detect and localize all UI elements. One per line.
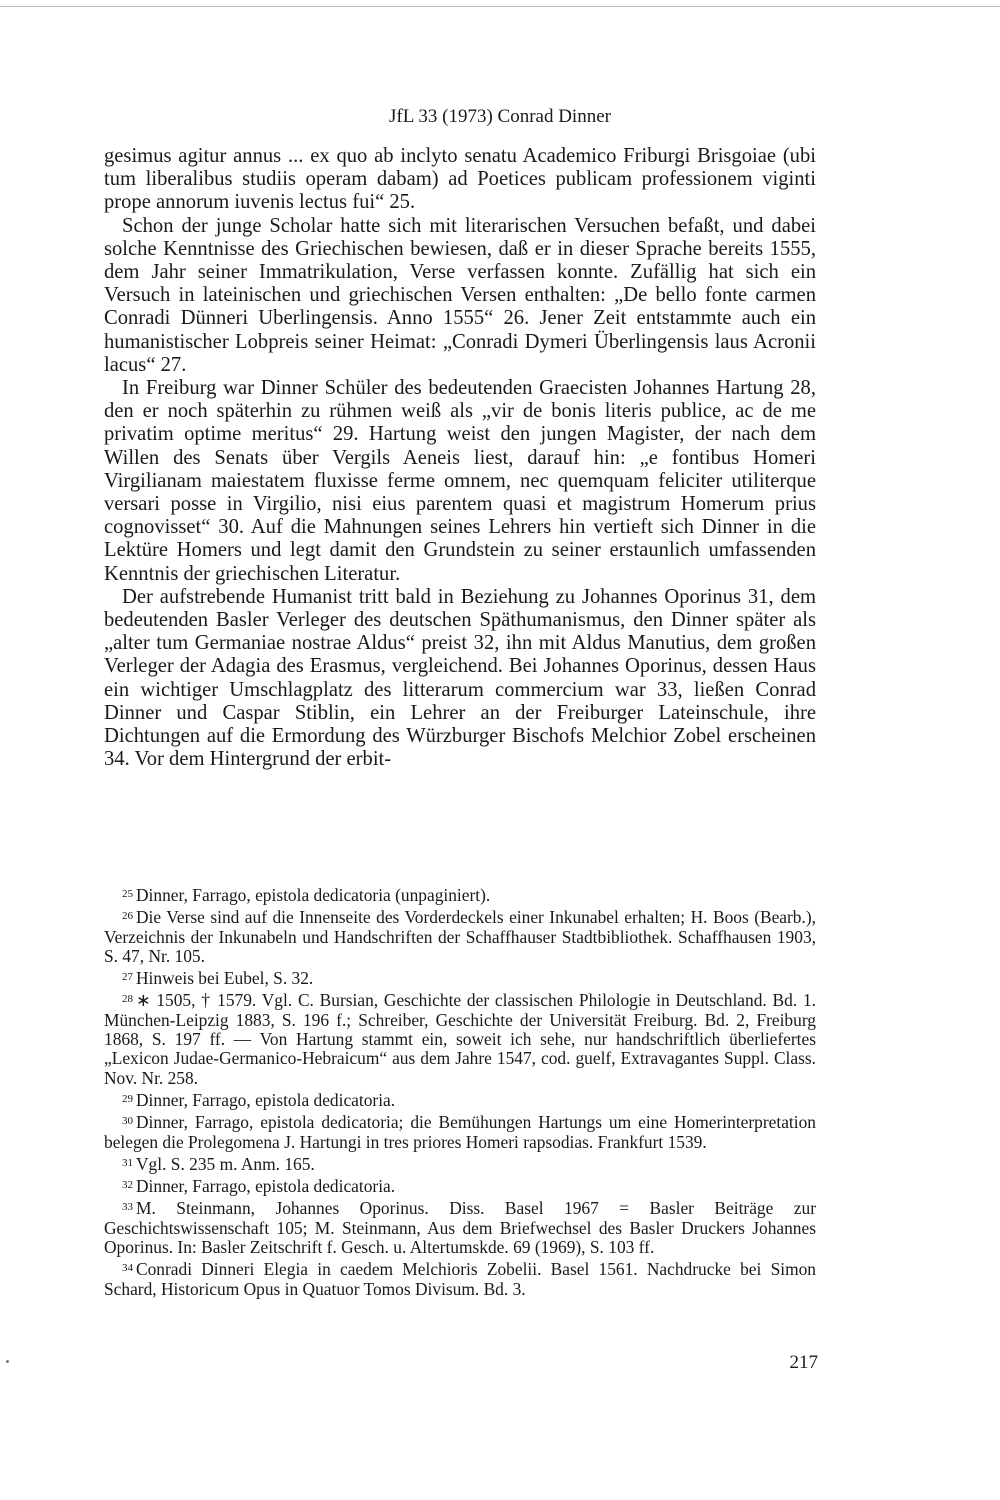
- footnote-text: Dinner, Farrago, epistola dedicatoria (unpaginiert).: [136, 885, 491, 905]
- footnote-number: 29: [122, 1092, 133, 1105]
- footnote-text: Dinner, Farrago, epistola dedicatoria.: [136, 1089, 396, 1110]
- footnote: [104, 907, 816, 966]
- footnote-text: Vgl. S. 235 m. Anm. 165.: [136, 1153, 315, 1174]
- footnote: [104, 1112, 816, 1152]
- footnote-text: Hinweis bei Eubel, S. 32.: [136, 968, 314, 989]
- paragraph-oporinus: Der aufstrebende Humanist tritt bald in Beziehung zu Johannes Oporinus 31, dem bedeutenden Basler Verleger des deutschen Späthumanismus, den Dinner später als „alter tum Germaniae nostrae Aldus“ preist 32, ihn mit Aldus Manutius, dem großen Verleger der Adagia des Erasmus, vergleichend. Bei Johannes Oporinus, dessen Haus ein wichtiger Umschlagplatz des litterarum commercium war 33, ließen Conrad Dinner und Caspar Stiblin, ein Lehrer an der Freiburger Lateinschule, ihre Dichtungen auf die Ermordung des Würzburger Bischofs Melchior Zobel erscheinen 34. Vor dem Hintergrund der erbit-: [104, 585, 816, 771]
- footnote: [104, 885, 816, 905]
- footnote-text: Dinner, Farrago, epistola dedicatoria; die Bemühungen Hartungs um eine Homerinterpretation belegen die Prolegomena J. Hartungi in tres priores Homeri rapsodias. Frankfurt 1539.: [104, 1112, 816, 1152]
- footnote-number: 27: [122, 971, 133, 984]
- footnotes: [104, 885, 816, 1301]
- footnote-text: M. Steinmann, Johannes Oporinus. Diss. Basel 1967 = Basler Beiträge zur Geschichtswissenschaft 105; M. Steinmann, Aus dem Briefwechsel des Basler Druckers Johannes Oporinus. In: Basler Zeitschrift f. Gesch. u. Altertumskde. 69 (1969), S. 103 ff.: [104, 1198, 816, 1258]
- paragraph-scholar: Schon der junge Scholar hatte sich mit literarischen Versuchen befaßt, und dabei solche Kenntnisse des Griechischen bewiesen, daß er in dieser Sprache bereits 1555, dem Jahr seiner Immatrikulation, Verse verfassen konnte. Zufällig hat sich ein Versuch in lateinischen und griechischen Versen enthalten: „De bello fonte carmen Conradi Dünneri Uberlingensis. Anno 1555“ 26. Jener Zeit entstammte auch ein humanistischer Lobpreis seiner Heimat: „Conradi Dymeri Überlingensis laus Acronii lacus“ 27.: [104, 214, 816, 376]
- footnote: [104, 1090, 816, 1110]
- footnote-number: 30: [122, 1115, 133, 1128]
- footnote-number: 25: [122, 888, 133, 900]
- top-edge-rule: [0, 6, 1000, 7]
- footnote-number: 32: [122, 1179, 133, 1192]
- footnote-number: 33: [122, 1201, 133, 1214]
- paragraph-freiburg: In Freiburg war Dinner Schüler des bedeutenden Graecisten Johannes Hartung 28, den er noch späterhin zu rühmen weiß als „vir de bonis literis publice, ac de me privatim optime meritus“ 29. Hartung weist den jungen Magister, der nach dem Willen des Senats über Vergils Aeneis liest, darauf hin: „e fontibus Homeri Virgilianam maiestatem fluxisse ferme omnem, nec quemquam feliciter utiliterque versari posse in Virgilio, nisi eius parentem quasi et magistrum Homerum prius cognovisset“ 30. Auf die Mahnungen seines Lehrers hin vertieft sich Dinner in die Lektüre Homers und legt damit den Grundstein zu seiner erstaunlich umfassenden Kenntnis der griechischen Literatur.: [104, 377, 816, 585]
- footnote-number: 34: [122, 1262, 133, 1275]
- footnote-text: ∗ 1505, † 1579. Vgl. C. Bursian, Geschichte der classischen Philologie in Deutschland. Bd. 1. München-Leipzig 1883, S. 196 f.; Schreiber, Geschichte der Universität Freiburg. Bd. 2, Freiburg 1868, S. 197 ff. — Von Hartung stammt ein, soweit ich sehe, nur handschriftlich überliefertes „Lexicon Judae-Germanico-Hebraicum“ aus dem Jahre 1547, cod. guelf, Extravagantes Suppl. Class. Nov. Nr. 258.: [104, 990, 816, 1088]
- scan-speck: [6, 1360, 9, 1363]
- footnote: [104, 1154, 816, 1174]
- footnote: [104, 1176, 816, 1196]
- footnote-text: Conradi Dinneri Elegia in caedem Melchioris Zobelii. Basel 1561. Nachdrucke bei Simon Schard, Historicum Opus in Quatuor Tomos Divisum. Bd. 3.: [104, 1259, 816, 1299]
- footnote: [104, 1259, 816, 1299]
- footnote-text: Die Verse sind auf die Innenseite des Vorderdeckels einer Inkunabel erhalten; H. Boos (Bearb.), Verzeichnis der Inkunabeln und Handschriften der Schaffhauser Stadtbibliothek. Schaffhausen 1903, S. 47, Nr. 105.: [104, 907, 816, 966]
- footnote: [104, 1198, 816, 1257]
- page-number: 217: [789, 1352, 818, 1373]
- footnote-text: Dinner, Farrago, epistola dedicatoria.: [136, 1176, 396, 1197]
- footnote-number: 26: [122, 910, 133, 923]
- paragraph-continued: gesimus agitur annus ... ex quo ab inclyto senatu Academico Friburgi Brisgoiae (ubi tum liberalibus studiis operam dabam) ad Poetices publicam professionem viginti prope annorum iuvenis lectus fui“ 25.: [104, 145, 816, 214]
- footnote-number: 31: [122, 1156, 133, 1169]
- footnote: [104, 968, 816, 988]
- running-head: JfL 33 (1973) Conrad Dinner: [389, 106, 611, 127]
- main-text: [104, 145, 816, 771]
- footnote-number: 28: [122, 993, 133, 1006]
- footnote: [104, 990, 816, 1087]
